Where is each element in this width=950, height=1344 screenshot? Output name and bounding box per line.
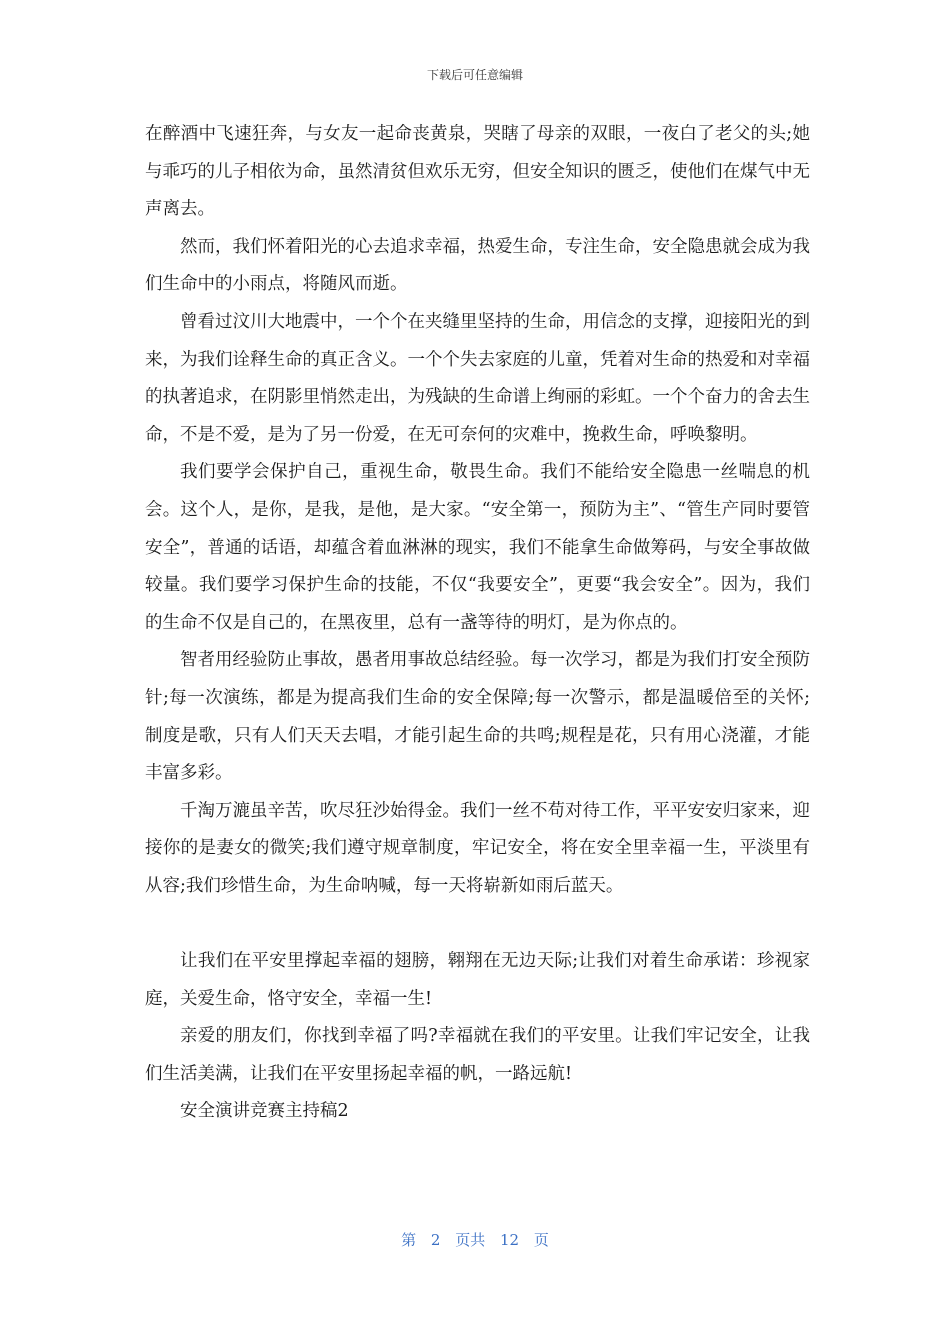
footer-prefix: 第 xyxy=(401,1231,417,1249)
paragraph: 千淘万漉虽辛苦，吹尽狂沙始得金。我们一丝不苟对待工作，平平安安归家来，迎接你的是妻女的微笑;我们遵守规章制度，牢记安全，将在安全里幸福一生，平淡里有从容;我们珍惜生命，为生命呐喊，每一天将崭新如雨后蓝天。 xyxy=(145,800,810,896)
paragraph: 曾看过汶川大地震中，一个个在夹缝里坚持的生命，用信念的支撑，迎接阳光的到来，为我们诠释生命的真正含义。一个个失去家庭的儿童，凭着对生命的热爱和对幸福的执著追求，在阴影里悄然走出，为残缺的生命谱上绚丽的彩虹。一个个奋力的舍去生命，不是不爱，是为了另一份爱，在无可奈何的灾难中，挽救生命，呼唤黎明。 xyxy=(145,311,810,445)
paragraph-continued: 在醉酒中飞速狂奔，与女友一起命丧黄泉，哭瞎了母亲的双眼，一夜白了老父的头;她与乖巧的儿子相依为命，虽然清贫但欢乐无穷，但安全知识的匮乏，使他们在煤气中无声离去。 xyxy=(145,124,810,220)
paragraph: 然而，我们怀着阳光的心去追求幸福，热爱生命，专注生命，安全隐患就会成为我们生命中的小雨点，将随风而逝。 xyxy=(145,236,810,295)
header-note: 下载后可任意编辑 xyxy=(426,68,523,82)
document-body xyxy=(145,116,810,1131)
paragraph: 智者用经验防止事故，愚者用事故总结经验。每一次学习，都是为我们打安全预防针;每一次演练，都是为提高我们生命的安全保障;每一次警示，都是温暖倍至的关怀;制度是歌，只有人们天天去唱，才能引起生命的共鸣;规程是花，只有用心浇灌，才能丰富多彩。 xyxy=(145,650,810,784)
paragraph: 让我们在平安里撑起幸福的翅膀，翱翔在无边天际;让我们对着生命承诺：珍视家庭，关爱生命，恪守安全，幸福一生! xyxy=(145,951,810,1009)
footer-total-pages: 12 xyxy=(500,1231,520,1249)
page-footer xyxy=(0,1229,950,1250)
footer-suffix: 页 xyxy=(533,1231,549,1249)
section-title: 安全演讲竞赛主持稿2 xyxy=(180,1101,349,1122)
footer-middle: 页共 xyxy=(455,1231,486,1249)
paragraph: 我们要学会保护自己，重视生命，敬畏生命。我们不能给安全隐患一丝喘息的机会。这个人，是你，是我，是他，是大家。“安全第一，预防为主”、“管生产同时要管安全”，普通的话语，却蕴含着血淋淋的现实，我们不能拿生命做筹码，与安全事故做较量。我们要学习保护生命的技能，不仅“我要安全”，更要“我会安全”。因为，我们的生命不仅是自己的，在黑夜里，总有一盏等待的明灯，是为你点的。 xyxy=(145,462,810,633)
footer-page-number: 2 xyxy=(430,1231,441,1249)
paragraph: 亲爱的朋友们，你找到幸福了吗?幸福就在我们的平安里。让我们牢记安全，让我们生活美满，让我们在平安里扬起幸福的帆，一路远航! xyxy=(145,1026,810,1084)
blank-line xyxy=(145,905,810,943)
